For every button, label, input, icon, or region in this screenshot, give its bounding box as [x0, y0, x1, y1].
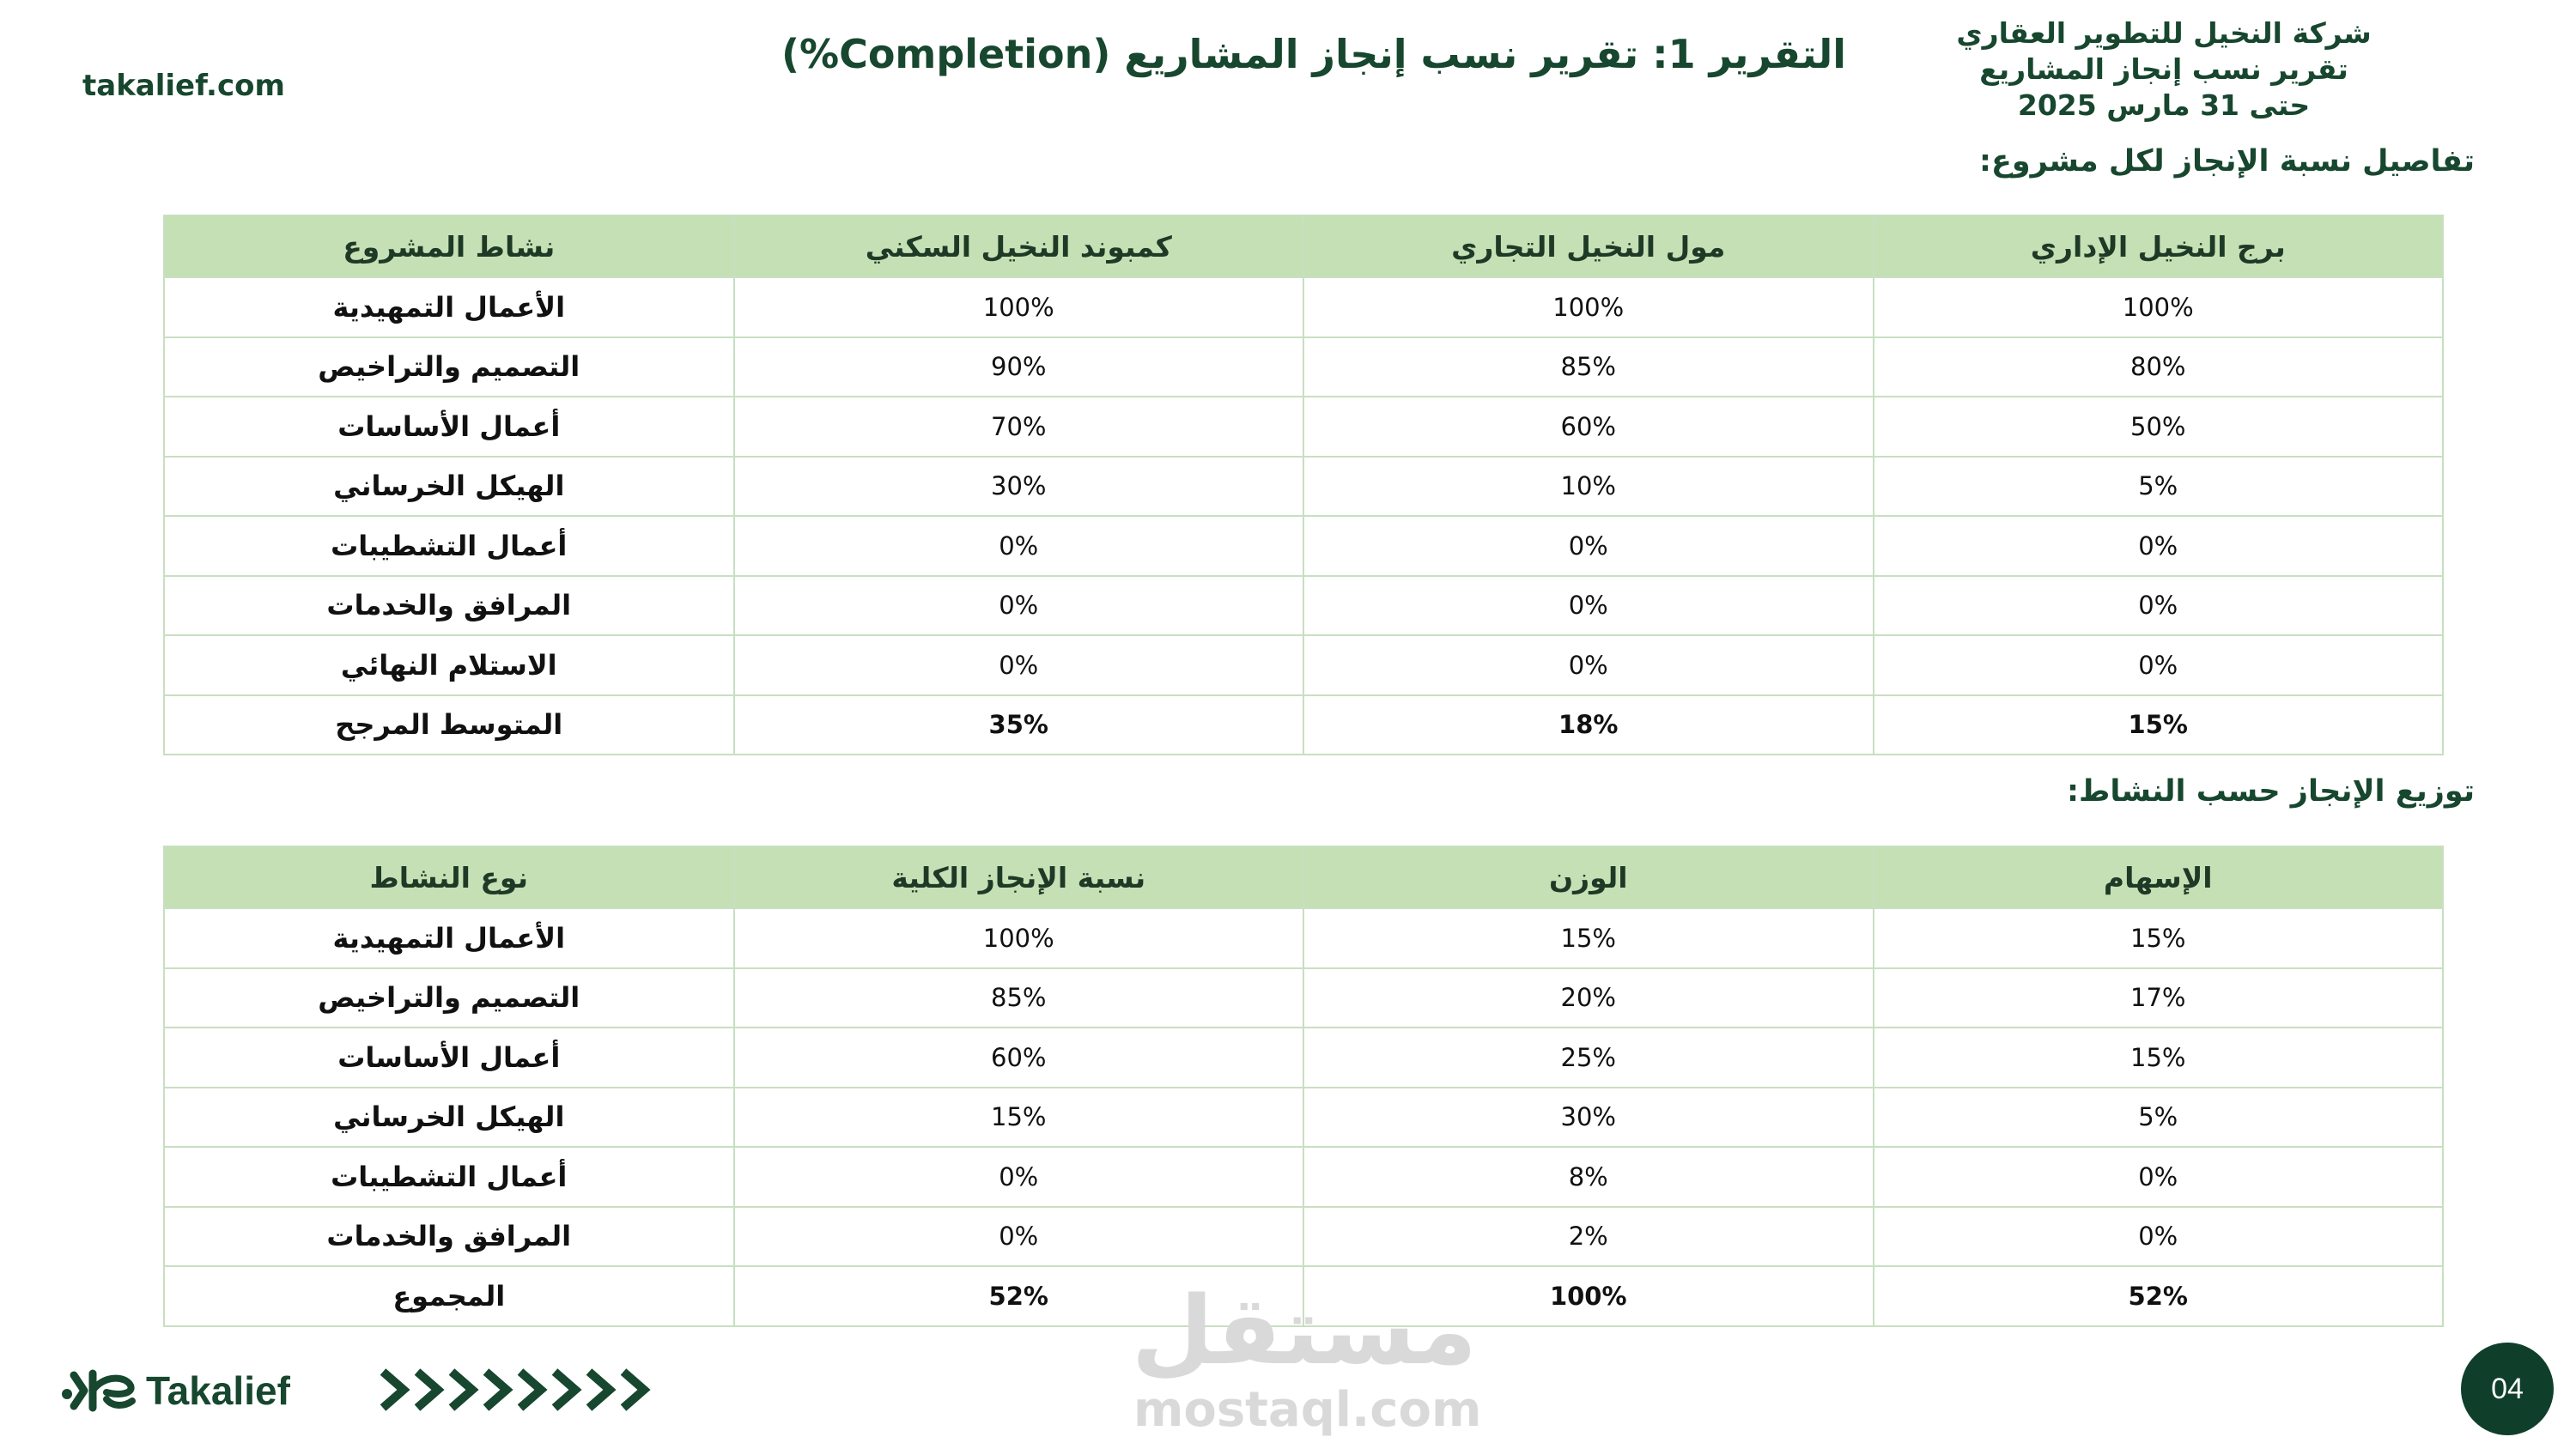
- table-total-row: [164, 695, 2443, 755]
- row-label: المتوسط المرجح: [164, 695, 734, 755]
- chevron-right-icon: [550, 1368, 582, 1411]
- row-label: التصميم والتراخيص: [164, 337, 734, 397]
- cell-value: 60%: [734, 1028, 1304, 1088]
- row-label: الهيكل الخرساني: [164, 1088, 734, 1148]
- cell-value: 0%: [734, 1147, 1304, 1207]
- cell-value: 0%: [1874, 576, 2444, 636]
- cell-value: 15%: [1874, 695, 2444, 755]
- table-row: [164, 1207, 2443, 1267]
- table-row: [164, 635, 2443, 695]
- cell-value: 10%: [1303, 457, 1874, 517]
- row-label: أعمال الأساسات: [164, 1028, 734, 1088]
- cell-value: 5%: [1874, 1088, 2444, 1148]
- table-header-row: [164, 215, 2443, 277]
- cell-value: 100%: [1874, 277, 2444, 337]
- report-title: التقرير 1: تقرير نسب إنجاز المشاريع (Completion%): [781, 31, 1847, 77]
- cell-value: 0%: [1303, 576, 1874, 636]
- row-label: الأعمال التمهيدية: [164, 277, 734, 337]
- report-name: تقرير نسب إنجاز المشاريع: [1979, 52, 2348, 86]
- table-header-row: [164, 846, 2443, 908]
- report-date: حتى 31 مارس 2025: [2017, 88, 2311, 122]
- row-label: المرافق والخدمات: [164, 1207, 734, 1267]
- cell-value: 0%: [1874, 516, 2444, 576]
- row-label: الاستلام النهائي: [164, 635, 734, 695]
- cell-value: 35%: [734, 695, 1304, 755]
- chevron-right-icon: [618, 1368, 651, 1411]
- activity-distribution-table: [163, 846, 2444, 1327]
- chevron-right-icon: [447, 1368, 479, 1411]
- site-url[interactable]: takalief.com: [82, 69, 285, 103]
- row-label: أعمال التشطيبات: [164, 516, 734, 576]
- col-header: نسبة الإنجاز الكلية: [734, 846, 1304, 908]
- table-row: [164, 968, 2443, 1028]
- row-label: أعمال الأساسات: [164, 397, 734, 457]
- col-header: نوع النشاط: [164, 846, 734, 908]
- cell-value: 0%: [734, 516, 1304, 576]
- table-row: [164, 516, 2443, 576]
- table-row: [164, 457, 2443, 517]
- table-row: [164, 1147, 2443, 1207]
- chevron-right-icon: [412, 1368, 445, 1411]
- takalief-logo: [58, 1367, 290, 1415]
- cell-value: 20%: [1303, 968, 1874, 1028]
- row-label: أعمال التشطيبات: [164, 1147, 734, 1207]
- project-completion-table: [163, 215, 2444, 755]
- cell-value: 0%: [1303, 635, 1874, 695]
- cell-value: 85%: [1303, 337, 1874, 397]
- table-row: [164, 1028, 2443, 1088]
- cell-value: 0%: [1874, 635, 2444, 695]
- cell-value: 0%: [734, 576, 1304, 636]
- cell-value: 0%: [734, 635, 1304, 695]
- cell-value: 60%: [1303, 397, 1874, 457]
- cell-value: 15%: [734, 1088, 1304, 1148]
- cell-value: 52%: [734, 1266, 1304, 1326]
- cell-value: 15%: [1874, 1028, 2444, 1088]
- logo-text: Takalief: [146, 1368, 290, 1413]
- page-number-badge: 04: [2461, 1343, 2554, 1435]
- watermark-arabic: مستقل: [1131, 1276, 1477, 1385]
- cell-value: 0%: [1874, 1207, 2444, 1267]
- col-header: الإسهام: [1874, 846, 2444, 908]
- cell-value: 52%: [1874, 1266, 2444, 1326]
- row-label: الأعمال التمهيدية: [164, 908, 734, 968]
- cell-value: 100%: [1303, 1266, 1874, 1326]
- cell-value: 15%: [1303, 908, 1874, 968]
- cell-value: 80%: [1874, 337, 2444, 397]
- section1-title: تفاصيل نسبة الإنجاز لكل مشروع:: [1978, 144, 2475, 179]
- cell-value: 0%: [734, 1207, 1304, 1267]
- cell-value: 70%: [734, 397, 1304, 457]
- cell-value: 25%: [1303, 1028, 1874, 1088]
- cell-value: 0%: [1303, 516, 1874, 576]
- section2-title: توزيع الإنجاز حسب النشاط:: [2067, 774, 2475, 809]
- cell-value: 0%: [1874, 1147, 2444, 1207]
- col-header: نشاط المشروع: [164, 215, 734, 277]
- col-header: مول النخيل التجاري: [1303, 215, 1874, 277]
- chevron-right-icon: [515, 1368, 548, 1411]
- chevron-decoration: [378, 1368, 651, 1411]
- company-name: شركة النخيل للتطوير العقاري: [1956, 16, 2372, 50]
- cell-value: 18%: [1303, 695, 1874, 755]
- watermark-latin: mostaql.com: [1133, 1382, 1482, 1438]
- table-row: [164, 1088, 2443, 1148]
- cell-value: 8%: [1303, 1147, 1874, 1207]
- chevron-right-icon: [378, 1368, 410, 1411]
- logo-mark-icon: [58, 1367, 137, 1415]
- col-header: الوزن: [1303, 846, 1874, 908]
- cell-value: 90%: [734, 337, 1304, 397]
- cell-value: 30%: [734, 457, 1304, 517]
- watermark: [1131, 1276, 1482, 1438]
- cell-value: 100%: [734, 908, 1304, 968]
- cell-value: 85%: [734, 968, 1304, 1028]
- row-label: التصميم والتراخيص: [164, 968, 734, 1028]
- cell-value: 30%: [1303, 1088, 1874, 1148]
- cell-value: 15%: [1874, 908, 2444, 968]
- table-row: [164, 908, 2443, 968]
- chevron-right-icon: [584, 1368, 617, 1411]
- table-row: [164, 397, 2443, 457]
- row-label: الهيكل الخرساني: [164, 457, 734, 517]
- cell-value: 2%: [1303, 1207, 1874, 1267]
- table-row: [164, 337, 2443, 397]
- cell-value: 5%: [1874, 457, 2444, 517]
- cell-value: 17%: [1874, 968, 2444, 1028]
- row-label: المجموع: [164, 1266, 734, 1326]
- table-row: [164, 277, 2443, 337]
- row-label: المرافق والخدمات: [164, 576, 734, 636]
- company-info: [1863, 15, 2464, 124]
- chevron-right-icon: [481, 1368, 513, 1411]
- col-header: برج النخيل الإداري: [1874, 215, 2444, 277]
- cell-value: 50%: [1874, 397, 2444, 457]
- cell-value: 100%: [1303, 277, 1874, 337]
- col-header: كمبوند النخيل السكني: [734, 215, 1304, 277]
- table-row: [164, 576, 2443, 636]
- cell-value: 100%: [734, 277, 1304, 337]
